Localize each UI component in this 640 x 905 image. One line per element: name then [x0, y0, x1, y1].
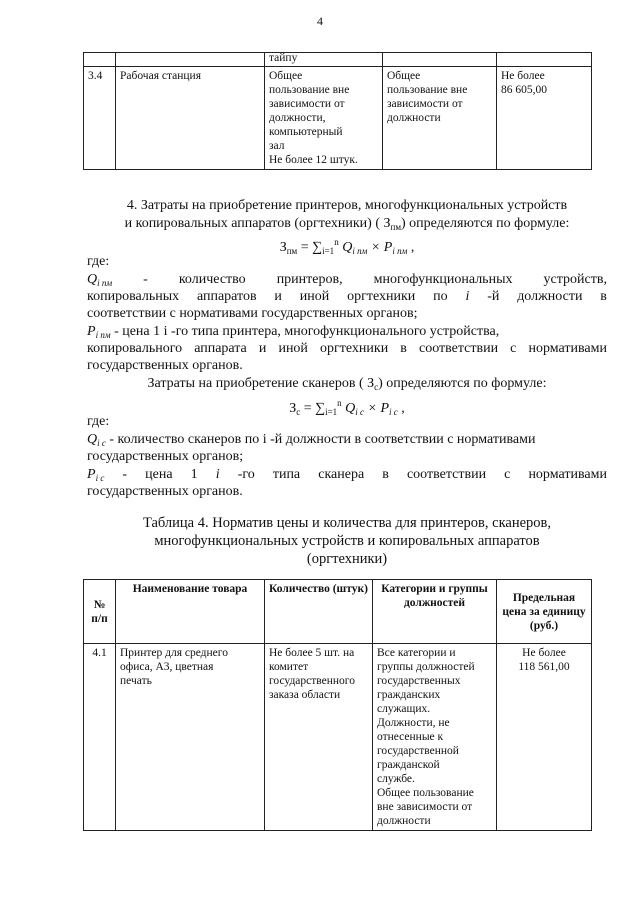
p-definition-line1: $P_{i пм}$ - цена 1 i -го типа принтера, многофункционального устройства,: [87, 324, 500, 340]
fragment-text: тайпу: [265, 53, 383, 67]
quantity-cell: Общее пользование вне зависимости от должности, компьютерный зал Не более 12 штук.: [265, 67, 383, 170]
table-row: [84, 644, 592, 831]
table4: [83, 579, 592, 831]
scanners-intro: Затраты на приобретение сканеров ( $З_с$) определяются по формуле:: [147, 376, 547, 392]
category-cell: Все категории и группы должностей государственных гражданских служащих. Должности, не отнесенные к государственной гражданской службе. Общее пользование вне зависимости от должности: [373, 644, 497, 831]
section-intro-line2: и копировальных аппаратов (оргтехники) ( $З_{пм}$) определяются по формуле:: [124, 216, 570, 232]
price-cell: Не более 86 605,00: [497, 67, 592, 170]
qc-definition-line2: государственных органов;: [87, 449, 244, 464]
header-price: Предельная цена за единицу (руб.): [497, 580, 592, 644]
row-number: 3.4: [84, 67, 116, 170]
q-definition-line3: соответствии с нормативами государственных органов;: [87, 306, 418, 321]
top-table: [83, 52, 592, 170]
p-definition-line3: государственных органов.: [87, 358, 243, 373]
page-number: 4: [317, 14, 323, 28]
pc-definition-line1: $P_{i с}$ - цена 1 i -го типа сканера в соответствии с нормативами: [87, 467, 607, 483]
qc-definition-line1: $Q_{i с}$ - количество сканеров по i -й должности в соответствии с нормативами: [87, 432, 536, 448]
formula-printers: $З_{пм} = \sum_{i=1}^n$ $Q_{i пм} \times P_{i пм}$ ,: [279, 237, 415, 256]
p-definition-line2: копировального аппарата и иной оргтехники в соответствии с нормативами: [87, 341, 607, 356]
header-name: Наименование товара: [116, 580, 265, 644]
formula-scanners: $З_с = \sum_{i=1}^n$ $Q_{i с} \times P_{i с}$ ,: [289, 398, 405, 417]
q-definition-line2: копировальных аппаратов и иной оргтехники по i -й должности в: [87, 289, 607, 304]
price-cell: Не более 118 561,00: [497, 644, 592, 831]
where-label-2: где:: [87, 414, 110, 429]
header-number: № п/п: [84, 580, 116, 644]
table4-header-row: [84, 580, 592, 644]
q-definition-line1: $Q_{i пм}$ - количество принтеров, многофункциональных устройств,: [87, 272, 607, 288]
header-quantity: Количество (штук): [265, 580, 373, 644]
table4-caption: Таблица 4. Норматив цены и количества для принтеров, сканеров, многофункциональных устройств и копировальных аппаратов (оргтехники): [142, 515, 552, 567]
category-cell: Общее пользование вне зависимости от должности: [383, 67, 497, 170]
quantity-cell: Не более 5 шт. на комитет государственного заказа области: [265, 644, 373, 831]
product-name: Рабочая станция: [116, 67, 265, 170]
row-number: 4.1: [84, 644, 116, 831]
table-row: [84, 67, 592, 170]
product-name: Принтер для среднего офиса, А3, цветная печать: [116, 644, 265, 831]
top-table-fragment-row: [84, 53, 592, 67]
pc-definition-line2: государственных органов.: [87, 484, 243, 499]
header-categories: Категории и группы должностей: [373, 580, 497, 644]
where-label: где:: [87, 254, 110, 269]
section-intro-line1: 4. Затраты на приобретение принтеров, многофункциональных устройств: [126, 198, 568, 213]
